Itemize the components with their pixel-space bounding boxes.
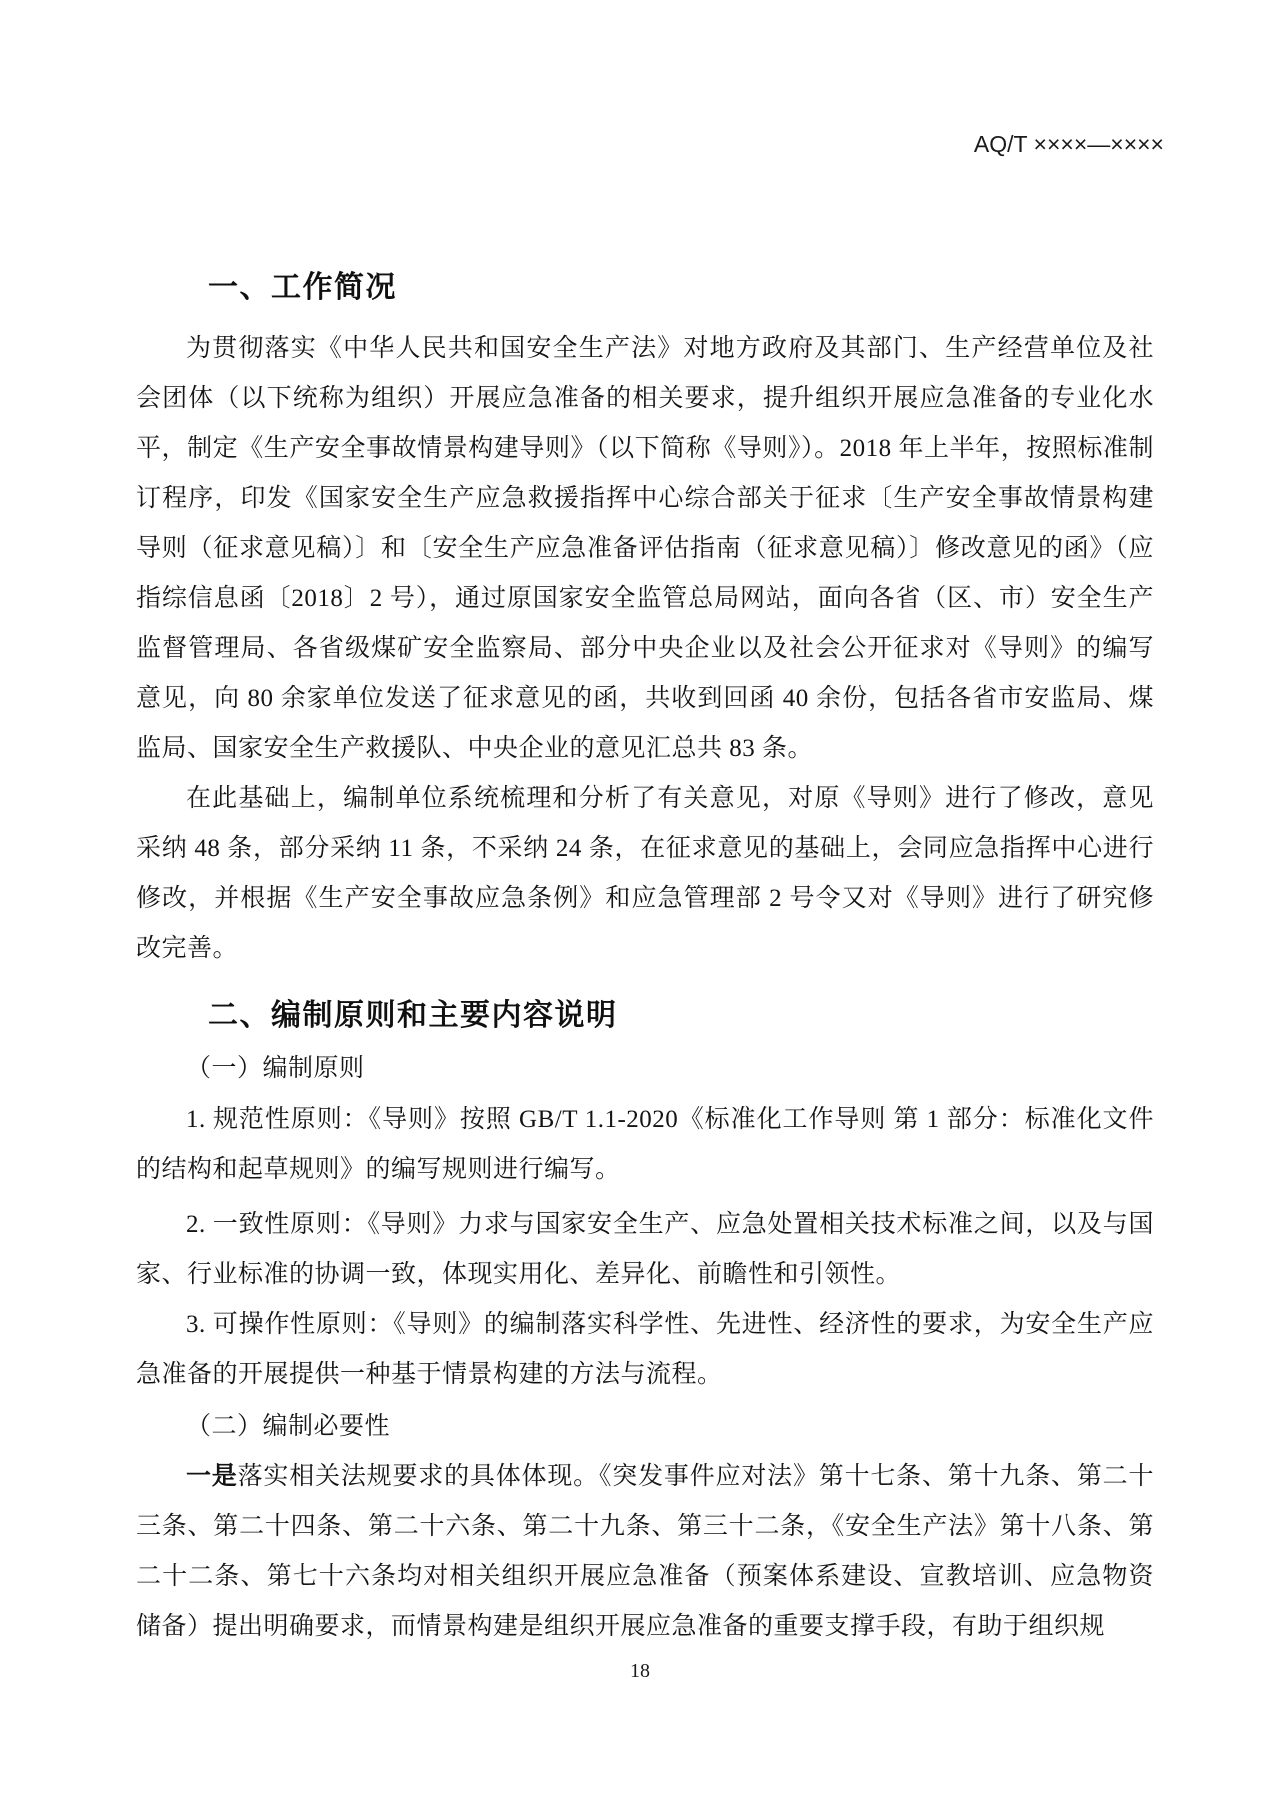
document-body [136, 268, 1154, 1652]
section-heading-principles: 二、编制原则和主要内容说明 [208, 999, 618, 1032]
paragraph-comment-handling: 在此基础上，编制单位系统梳理和分析了有关意见，对原《导则》进行了修改，意见采纳 48 条，部分采纳 11 条，不采纳 24 条，在征求意见的基础上，会同应急指挥中心进行修改，并根据《生产安全事故应急条例》和应急管理部 2 号令又对《导则》进行了研究修改完善。 [136, 785, 1154, 962]
paragraph-background: 为贯彻落实《中华人民共和国安全生产法》对地方政府及其部门、生产经营单位及社会团体（以下统称为组织）开展应急准备的相关要求，提升组织开展应急准备的专业化水平，制定《生产安全事故情景构建导则》（以下简称《导则》）。2018 年上半年，按照标准制订程序，印发《国家安全生产应急救援指挥中心综合部关于征求〔生产安全事故情景构建导则（征求意见稿）〕和〔安全生产应急准备评估指南（征求意见稿）〕修改意见的函》（应指综信息函〔2018〕2 号），通过原国家安全监管总局网站，面向各省（区、市）安全生产监督管理局、各省级煤矿安全监察局、部分中央企业以及社会公开征求对《导则》的编写意见，向 80 余家单位发送了征求意见的函，共收到回函 40 余份，包括各省市安监局、煤监局、国家安全生产救援队、中央企业的意见汇总共 83 条。 [136, 335, 1154, 762]
paragraph-principle-normative: 1. 规范性原则：《导则》按照 GB/T 1.1-2020《标准化工作导则 第 1 部分：标准化文件的结构和起草规则》的编写规则进行编写。 [136, 1106, 1154, 1183]
paragraph-lead-emphasis: 一是 [186, 1463, 238, 1490]
subheading-necessity: （二）编制必要性 [186, 1413, 391, 1440]
section-heading-work-overview: 一、工作简况 [208, 271, 397, 304]
paragraph-necessity-first-text: 落实相关法规要求的具体体现。《突发事件应对法》第十七条、第十九条、第二十三条、第二十四条、第二十六条、第二十九条、第三十二条，《安全生产法》第十八条、第二十二条、第七十六条均对相关组织开展应急准备（预案体系建设、宣教培训、应急物资储备）提出明确要求，而情景构建是组织开展应急准备的重要支撑手段，有助于组织规 [136, 1463, 1154, 1640]
subheading-compilation-principles: （一）编制原则 [186, 1055, 365, 1082]
paragraph-principle-operability: 3. 可操作性原则：《导则》的编制落实科学性、先进性、经济性的要求，为安全生产应急准备的开展提供一种基于情景构建的方法与流程。 [136, 1311, 1154, 1388]
paragraph-necessity-first [136, 1452, 1154, 1652]
paragraph-principle-consistency: 2. 一致性原则：《导则》力求与国家安全生产、应急处置相关技术标准之间，以及与国家、行业标准的协调一致，体现实用化、差异化、前瞻性和引领性。 [136, 1211, 1154, 1288]
standard-code-header: AQ/T ××××—×××× [973, 131, 1164, 157]
page-number: 18 [630, 1660, 650, 1682]
